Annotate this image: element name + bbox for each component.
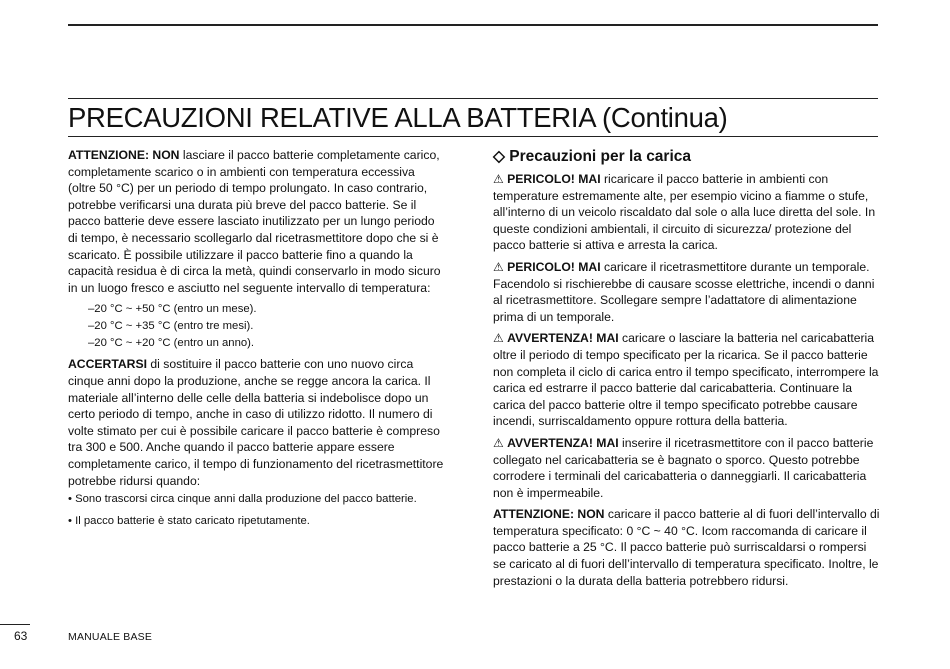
page-number: 63 [14, 629, 28, 643]
section-heading: ◇ Precauzioni per la carica [493, 148, 692, 165]
replacement-label: ACCERTARSI [68, 357, 147, 372]
warning-icon: ⚠ [493, 435, 504, 450]
page-number-rule [0, 624, 30, 625]
storage-caution-paragraph [68, 147, 445, 296]
list-item: • Il pacco batterie è stato caricato ripetutamente. [68, 515, 310, 528]
page-title: PRECAUZIONI RELATIVE ALLA BATTERIA (Continua) [68, 98, 878, 137]
temperature-range-3: –20 °C ~ +20 °C (entro un anno). [88, 337, 255, 350]
top-rule [68, 24, 878, 26]
warning-paragraph-4 [493, 435, 881, 501]
warning-label-4: AVVERTENZA! MAI [507, 435, 619, 450]
warning-text-4: inserire il ricetrasmettitore con il pacco batterie collegato nel caricabatteria se è bagnato o sporco. Questo potrebbe corrodere i terminali del caricabatteria o danneggiarli. Il caricabatteria non è impermeabile. [493, 435, 874, 500]
right-column [493, 147, 881, 594]
warning-label-2: PERICOLO! MAI [507, 259, 601, 274]
warning-icon: ⚠ [493, 331, 504, 346]
warning-text-1: ricaricare il pacco batterie in ambienti con temperature estremamente alte, per esempio vicino a fiamme o stufe, all’interno di un veicolo riscaldato dal sole o alla luce diretta del sole. In queste condizioni ambientali, il circuito di sicurezza/ protezione del pacco batterie si attiva e arresta la carica. [493, 172, 876, 253]
footer-label: MANUALE BASE [68, 631, 153, 643]
warning-text-2: caricare il ricetrasmettitore durante un temporale. Facendolo si rischierebbe di causare scosse elettriche, incendi o danni al ricetrasmettitore. Scollegare sempre l’adattatore di alimentazione prima di un temporale. [493, 259, 875, 324]
warning-icon: ⚠ [493, 259, 504, 274]
warning-paragraph-3 [493, 330, 881, 430]
storage-caution-text: lasciare il pacco batterie completamente carico, completamente scarico o in ambienti con temperatura eccessiva (oltre 50 °C) per un periodo di tempo prolungato. In caso contrario, potrebbe verificarsi una durata più breve del pacco batterie. Se il pacco batterie deve essere lasciato inutilizzato per un lungo periodo di tempo, è necessario scollegarlo dal ricetrasmettitore dopo che si è scaricato. È possibile utilizzare il pacco batterie fino a quando la capacità residua è di circa la metà, quindi conservarlo in modo sicuro in un luogo fresco e asciutto nel seguente intervallo di temperatura: [68, 148, 441, 295]
temperature-range-2: –20 °C ~ +35 °C (entro tre mesi). [88, 320, 254, 333]
caution-label: ATTENZIONE: NON [68, 148, 180, 162]
temperature-range-1: –20 °C ~ +50 °C (entro un mese). [88, 303, 257, 316]
charging-caution-paragraph [493, 506, 881, 589]
warning-text-3: caricare o lasciare la batteria nel caricabatteria oltre il periodo di tempo specificato per la ricarica. Se il pacco batterie non completa il ciclo di carica entro il tempo specificato, interrompere la carica ed estrarre il pacco batterie dal caricabatteria. Continuare la carica del pacco batterie oltre il tempo specificato potrebbe causare incendi, surriscaldamento oppure rottura della batteria. [493, 331, 879, 429]
replacement-text: di sostituire il pacco batterie con uno nuovo circa cinque anni dopo la produzione, anche se regge ancora la carica. Il materiale all’interno delle celle della batteria si indebolisce dopo un certo periodo di tempo, anche in caso di utilizzo ridotto. Il numero di volte stimato per cui è possibile caricare il pacco batterie è compreso tra 300 e 500. Anche quando il pacco batterie appare essere completamente carico, il tempo di funzionamento del ricetrasmettitore potrebbe ridursi quando: [68, 357, 444, 488]
warning-icon: ⚠ [493, 172, 504, 186]
charging-caution-label: ATTENZIONE: NON [493, 507, 605, 522]
replacement-paragraph [68, 356, 445, 489]
warning-paragraph-1 [493, 171, 881, 254]
warning-label-1: PERICOLO! MAI [507, 172, 601, 186]
warning-label-3: AVVERTENZA! MAI [507, 331, 619, 346]
charging-caution-text: caricare il pacco batterie al di fuori dell’intervallo di temperatura specificato: 0 °C ~ 40 °C. Icom raccomanda di caricare il pacco batterie a 25 °C. Il pacco batterie può surriscaldarsi o rompersi se caricato al di fuori dell’intervallo di temperatura specificato. Inoltre, le prestazioni o la durata della batteria potrebbero ridursi. [493, 507, 880, 588]
list-item: • Sono trascorsi circa cinque anni dalla produzione del pacco batterie. [68, 493, 417, 506]
left-column [68, 147, 445, 535]
warning-paragraph-2 [493, 259, 881, 325]
